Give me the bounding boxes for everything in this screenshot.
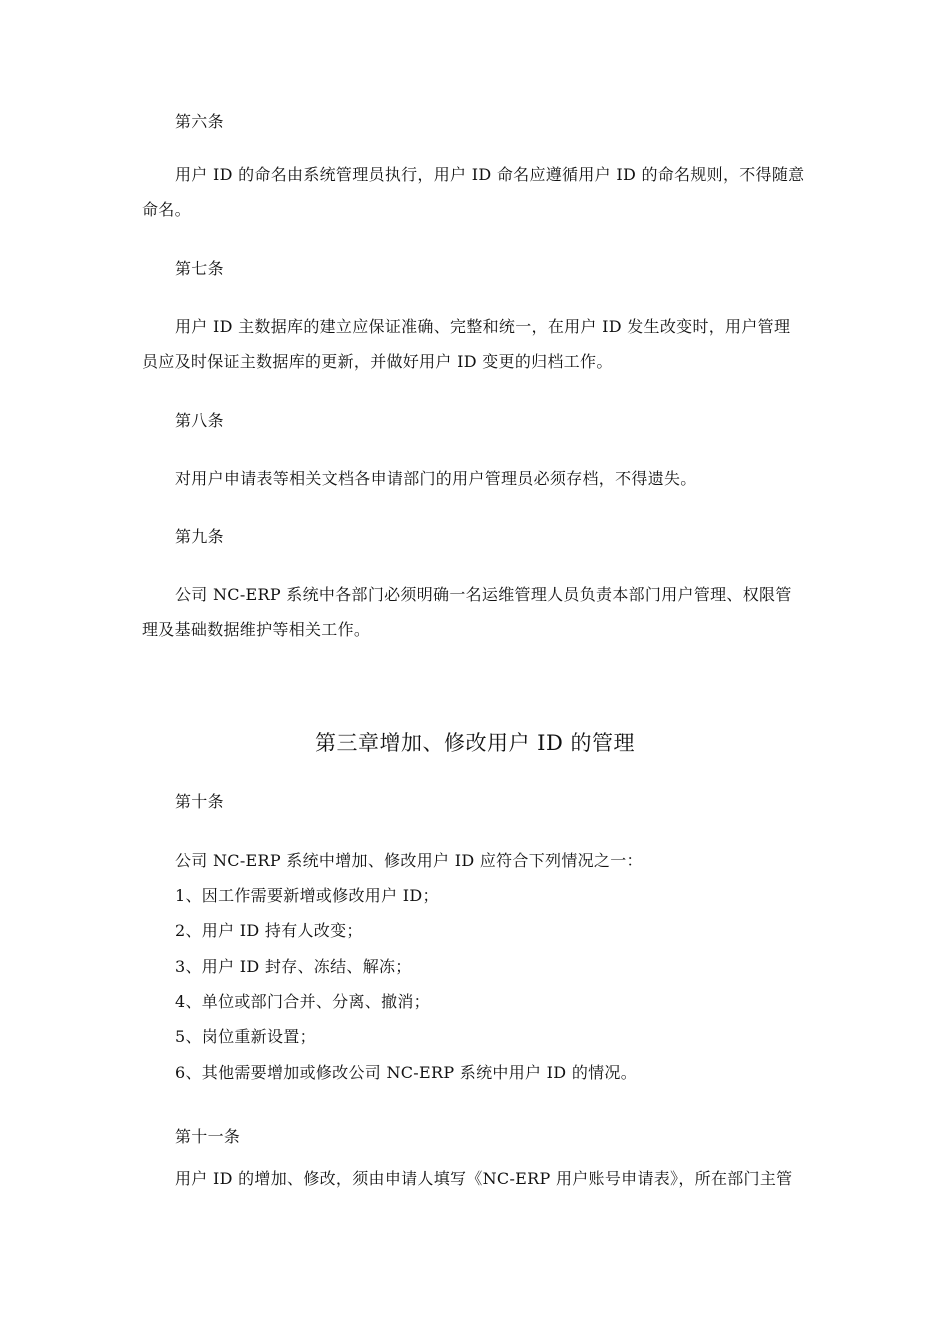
chapter-3-heading: 第三章增加、修改用户 ID 的管理 <box>315 731 635 755</box>
article-6-text-line-1: 用户 ID 的命名由系统管理员执行，用户 ID 命名应遵循用户 ID 的命名规则，不得随意 <box>175 165 805 184</box>
article-7-text-line-1: 用户 ID 主数据库的建立应保证准确、完整和统一，在用户 ID 发生改变时，用户管理 <box>175 317 791 336</box>
article-8-text-line-1: 对用户申请表等相关文档各申请部门的用户管理员必须存档，不得遗失。 <box>175 469 697 488</box>
article-10-title: 第十条 <box>175 792 224 811</box>
article-7-title: 第七条 <box>175 259 224 278</box>
article-6-text-line-2: 命名。 <box>142 200 191 219</box>
list-item: 3、用户 ID 封存、冻结、解冻； <box>175 957 412 976</box>
article-11-title: 第十一条 <box>175 1127 241 1146</box>
article-11-text-line-1: 用户 ID 的增加、修改，须由申请人填写《NC-ERP 用户账号申请表》，所在部门主管 <box>175 1169 793 1188</box>
list-item: 6、其他需要增加或修改公司 NC-ERP 系统中用户 ID 的情况。 <box>175 1063 638 1082</box>
article-8-title: 第八条 <box>175 411 224 430</box>
list-item: 2、用户 ID 持有人改变； <box>175 921 363 940</box>
article-9-title: 第九条 <box>175 527 224 546</box>
article-7-text-line-2: 员应及时保证主数据库的更新，并做好用户 ID 变更的归档工作。 <box>142 352 613 371</box>
list-item: 5、岗位重新设置； <box>175 1027 316 1046</box>
article-6-title: 第六条 <box>175 112 224 131</box>
list-item: 4、单位或部门合并、分离、撤消； <box>175 992 430 1011</box>
article-10-intro: 公司 NC-ERP 系统中增加、修改用户 ID 应符合下列情况之一： <box>175 851 643 870</box>
article-9-text-line-2: 理及基础数据维护等相关工作。 <box>142 620 371 639</box>
list-item: 1、因工作需要新增或修改用户 ID； <box>175 886 439 905</box>
article-9-text-line-1: 公司 NC-ERP 系统中各部门必须明确一名运维管理人员负责本部门用户管理、权限管 <box>175 585 792 604</box>
